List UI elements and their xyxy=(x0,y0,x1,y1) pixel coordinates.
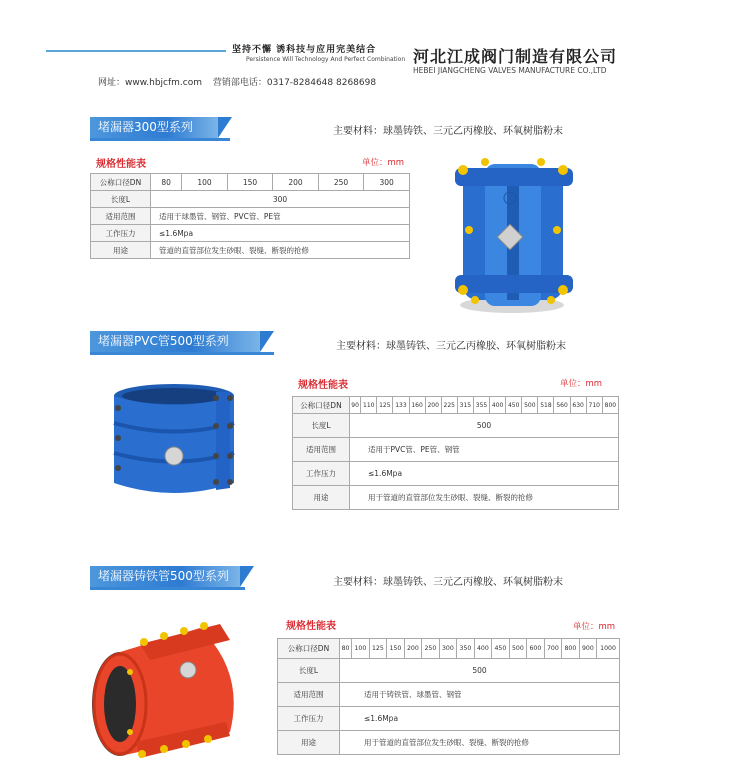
dn-cell: 200 xyxy=(404,639,422,659)
header-divider-left xyxy=(46,50,226,52)
phone-text: 营销部电话：0317-8284648 8268698 xyxy=(212,78,377,88)
row-header-use: 用途 xyxy=(278,731,340,755)
dn-cell: 250 xyxy=(318,174,364,191)
dn-cell: 500 xyxy=(509,639,527,659)
table-row xyxy=(278,731,620,755)
section2-spec-title: 规格性能表 xyxy=(298,380,348,391)
company-name-cn: 河北江成阀门制造有限公司 xyxy=(413,47,618,66)
length-value: 500 xyxy=(340,659,620,683)
dn-cell: 400 xyxy=(490,397,506,414)
dn-cell: 125 xyxy=(369,639,387,659)
dn-cell: 80 xyxy=(340,639,352,659)
dn-cell: 450 xyxy=(506,397,522,414)
dn-cell: 710 xyxy=(586,397,602,414)
dn-cell: 90 xyxy=(350,397,361,414)
table-row xyxy=(91,242,410,259)
product-image-300-clamp xyxy=(445,150,580,315)
table-row xyxy=(91,225,410,242)
length-value: 500 xyxy=(350,414,619,438)
table-row xyxy=(293,438,619,462)
company-name-en: HEBEI JIANGCHENG VALVES MANUFACTURE CO.,LTD xyxy=(413,66,607,75)
use-value: 用于管道的直管部位发生砂眼、裂缝、断裂的抢修 xyxy=(350,486,619,510)
section3-unit: 单位：mm xyxy=(573,622,616,632)
row-header-pressure: 工作压力 xyxy=(293,462,350,486)
section2-materials: 主要材料：球墨铸铁、三元乙丙橡胶、环氧树脂粉末 xyxy=(336,341,566,352)
table-row xyxy=(293,486,619,510)
dn-cell: 300 xyxy=(439,639,457,659)
scope-value: 适用于铸铁管、球墨管、钢管 xyxy=(340,683,620,707)
section2-unit: 单位：mm xyxy=(560,379,603,389)
dn-cell: 355 xyxy=(473,397,489,414)
row-header-pressure: 工作压力 xyxy=(91,225,151,242)
dn-cell: 800 xyxy=(562,639,580,659)
dn-cell: 200 xyxy=(425,397,441,414)
dn-cell: 518 xyxy=(538,397,554,414)
dn-cell: 80 xyxy=(151,174,182,191)
section1-materials: 主要材料：球墨铸铁、三元乙丙橡胶、环氧树脂粉末 xyxy=(333,126,563,137)
section1-title: 堵漏器300型系列 xyxy=(90,117,218,138)
section1-unit: 单位：mm xyxy=(362,158,405,168)
dn-cell: 160 xyxy=(409,397,425,414)
table-row xyxy=(91,174,410,191)
table-row xyxy=(278,707,620,731)
use-value: 用于管道的直管部位发生砂眼、裂缝、断裂的抢修 xyxy=(340,731,620,755)
dn-cell: 700 xyxy=(544,639,562,659)
table-row xyxy=(293,397,619,414)
section3-title: 堵漏器铸铁管500型系列 xyxy=(90,566,240,587)
row-header-dn: 公称口径DN xyxy=(293,397,350,414)
pressure-value: ≤1.6Mpa xyxy=(151,225,410,242)
table-row xyxy=(278,683,620,707)
dn-cell: 150 xyxy=(227,174,273,191)
section1-spec-table xyxy=(90,173,410,259)
row-header-scope: 适用范围 xyxy=(278,683,340,707)
table-row xyxy=(91,191,410,208)
slogan-en: Persistence Will Technology And Perfect Combination xyxy=(246,56,406,63)
row-header-use: 用途 xyxy=(293,486,350,510)
section2-banner-stripe xyxy=(90,352,274,355)
dn-cell: 125 xyxy=(377,397,393,414)
dn-cell: 1000 xyxy=(597,639,620,659)
dn-cell: 100 xyxy=(352,639,370,659)
dn-cell: 225 xyxy=(441,397,457,414)
row-header-length: 长度L xyxy=(278,659,340,683)
table-row xyxy=(278,659,620,683)
dn-cell: 500 xyxy=(522,397,538,414)
product-image-pvc500-coupling xyxy=(104,378,244,503)
dn-cell: 100 xyxy=(182,174,228,191)
row-header-dn: 公称口径DN xyxy=(278,639,340,659)
dn-cell: 900 xyxy=(579,639,597,659)
dn-cell: 200 xyxy=(273,174,319,191)
dn-cell: 560 xyxy=(554,397,570,414)
row-header-length: 长度L xyxy=(293,414,350,438)
section2-spec-table xyxy=(292,396,619,510)
section3-spec-table xyxy=(277,638,620,755)
table-row xyxy=(293,462,619,486)
table-row xyxy=(293,414,619,438)
row-header-dn: 公称口径DN xyxy=(91,174,151,191)
dn-cell: 133 xyxy=(393,397,409,414)
section1-spec-title: 规格性能表 xyxy=(96,159,146,170)
use-value: 管道的直管部位发生砂眼、裂缝、断裂的抢修 xyxy=(151,242,410,259)
row-header-scope: 适用范围 xyxy=(91,208,151,225)
dn-cell: 450 xyxy=(492,639,510,659)
website-text: 网址：www.hbjcfm.com xyxy=(98,78,203,88)
dn-cell: 300 xyxy=(364,174,410,191)
product-image-castiron500-coupling xyxy=(80,612,250,764)
scope-value: 适用于PVC管、PE管、钢管 xyxy=(350,438,619,462)
section2-title: 堵漏器PVC管500型系列 xyxy=(90,331,260,352)
table-row xyxy=(91,208,410,225)
dn-cell: 315 xyxy=(457,397,473,414)
length-value: 300 xyxy=(151,191,410,208)
pressure-value: ≤1.6Mpa xyxy=(350,462,619,486)
dn-cell: 110 xyxy=(361,397,377,414)
section3-materials: 主要材料：球墨铸铁、三元乙丙橡胶、环氧树脂粉末 xyxy=(333,577,563,588)
table-row xyxy=(278,639,620,659)
row-header-scope: 适用范围 xyxy=(293,438,350,462)
dn-cell: 630 xyxy=(570,397,586,414)
slogan-cn: 坚持不懈 诱科技与应用完美结合 xyxy=(232,45,377,55)
dn-cell: 400 xyxy=(474,639,492,659)
row-header-length: 长度L xyxy=(91,191,151,208)
dn-cell: 600 xyxy=(527,639,545,659)
scope-value: 适用于球墨管、钢管、PVC管、PE管 xyxy=(151,208,410,225)
row-header-use: 用途 xyxy=(91,242,151,259)
dn-cell: 150 xyxy=(387,639,405,659)
pressure-value: ≤1.6Mpa xyxy=(340,707,620,731)
section3-banner-stripe xyxy=(90,587,245,590)
dn-cell: 350 xyxy=(457,639,475,659)
section3-spec-title: 规格性能表 xyxy=(286,621,336,632)
contact-info xyxy=(98,75,384,88)
section1-banner-stripe xyxy=(90,138,230,141)
row-header-pressure: 工作压力 xyxy=(278,707,340,731)
dn-cell: 250 xyxy=(422,639,440,659)
dn-cell: 800 xyxy=(602,397,618,414)
